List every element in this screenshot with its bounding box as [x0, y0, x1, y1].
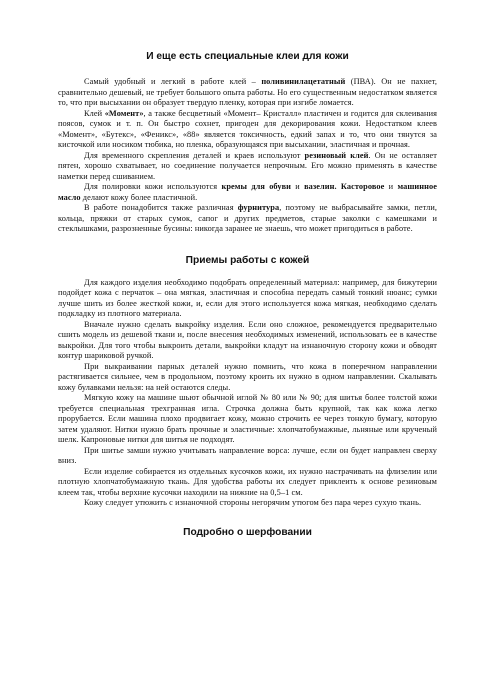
paragraph-patchwork: Если изделие собирается из отдельных кусочков кожи, их нужно настрачивать на флизелин или плотную хлопчатобумажную ткань. Для удобства работы их следует приклеить к основе резиновым клеем так, чтобы верхние кусочки находили на нижние на 0,5–1 см.: [58, 466, 437, 497]
text-run: и: [384, 182, 398, 191]
section-title-special-glues: И еще есть специальные клеи для кожи: [146, 51, 349, 62]
text-run: , а также бесцветный «Момент– Кристалл» пластичен и годится для склеивания поясов, сумок и т. п. Он быстро сохнет, пригоден для декорирования кожи. Недостатком клеев «Момент», «Бутекс», «Феникс», «88» является токсичность, едкий запах и то, что они тянутся за кисточкой или носиком тюбика, но пленка, образующаяся при высыхании, эластичная и прочная.: [58, 108, 437, 149]
paragraph-paired-parts: При выкраивании парных деталей нужно помнить, что кожа в поперечном направлении растягивается сильнее, чем в продольном, поэтому кроить их нужно в одном направлении. Скалывать кожу булавками нельзя: на ней остаются следы.: [58, 361, 437, 392]
paragraph-ironing: Кожу следует утюжить с изнаночной стороны негорячим утюгом без пара через сухую ткань.: [84, 498, 422, 507]
bold-term: «Момент»: [104, 108, 144, 118]
section-title-skiving: Подробно о шерфовании: [183, 526, 312, 538]
bold-term: кремы для обуви: [221, 182, 291, 191]
bold-term: фурнитура: [237, 203, 280, 212]
paragraph-fittings: [58, 203, 437, 235]
text-run: . Он не оставляет пятен, хорошо схватывает, но соединение получается непрочным. Его можно применять в качестве наметки перед сшиванием.: [58, 150, 437, 181]
text-run: делают кожу более пластичной.: [80, 192, 198, 202]
bold-term: поливинилацетатный: [261, 77, 346, 86]
section-title-leather-techniques: Приемы работы с кожей: [185, 254, 310, 266]
text-run: Для временного скрепления деталей и краев используют: [84, 150, 305, 160]
paragraph-material-choice: Для каждого изделия необходимо подобрать определенный материал: например, для бижутерии подойдет кожа с перчаток – она мягкая, эластичная и способна передать самый тонкий нюанс; сумки лучше шить из более жесткой кожи, и, если для этого используется кожа мягкая, необходимо сделать подкладку из плотного материала.: [58, 277, 437, 318]
bold-term: машинное масло: [58, 182, 437, 202]
text-run: Клей: [84, 108, 105, 118]
paragraph-pattern: Вначале нужно сделать выкройку изделия. Если оно сложное, рекомендуется предварительно сшить модель из дешевой ткани и, после внесения необходимых изменений, использовать ее в качестве выкройки. Для того чтобы выкроить детали, выкройки кладут на изнаночную сторону кожи и обводят контур шариковой ручкой.: [58, 319, 437, 360]
text-run: и: [291, 182, 305, 191]
text-run: В работе понадобится также различная: [84, 203, 238, 212]
bold-term: резиновый клей: [304, 150, 369, 160]
paragraph-moment-glue: [58, 109, 437, 151]
paragraph-pva-glue: [58, 77, 437, 109]
text-run: Для полировки кожи используются: [84, 182, 222, 191]
paragraph-rubber-glue: [58, 151, 437, 183]
paragraph-polishing: [58, 182, 437, 203]
paragraph-sewing-needles: Мягкую кожу на машине шьют обычной иглой № 80 или № 90; для шитья более толстой кожи требуется специальная трехгранная игла. Строчка должна быть крупной, так как кожа легко прорубается. Если машина плохо продвигает кожу, можно строчить ее через тонкую бумагу, которую затем удаляют. Нитки нужно брать прочные и эластичные: хлопчатобумажные, льняные или крученый шелк. Капроновые нитки для шитья не подходят.: [58, 393, 437, 444]
text-run: , поэтому не выбрасывайте замки, петли, кольца, пряжки от старых сумок, сапог и других предметов, старые заколки с камешками и стеклышками, разрозненные бусины: никогда заранее не знаешь, что может пригодиться в работе.: [58, 203, 437, 233]
text-run: (ПВА). Он не пахнет, сравнительно дешевый, не требует большого опыта работы. Но его существенным недостатком является то, что при высыхании он образует твердую пленку, которая при изгибе ломается.: [58, 77, 437, 107]
paragraph-suede: При шитье замши нужно учитывать направление ворса: лучше, если он будет направлен сверху вниз.: [58, 445, 437, 465]
bold-term: вазелин. Касторовое: [304, 182, 385, 191]
text-run: Самый удобный и легкий в работе клей –: [84, 77, 262, 86]
